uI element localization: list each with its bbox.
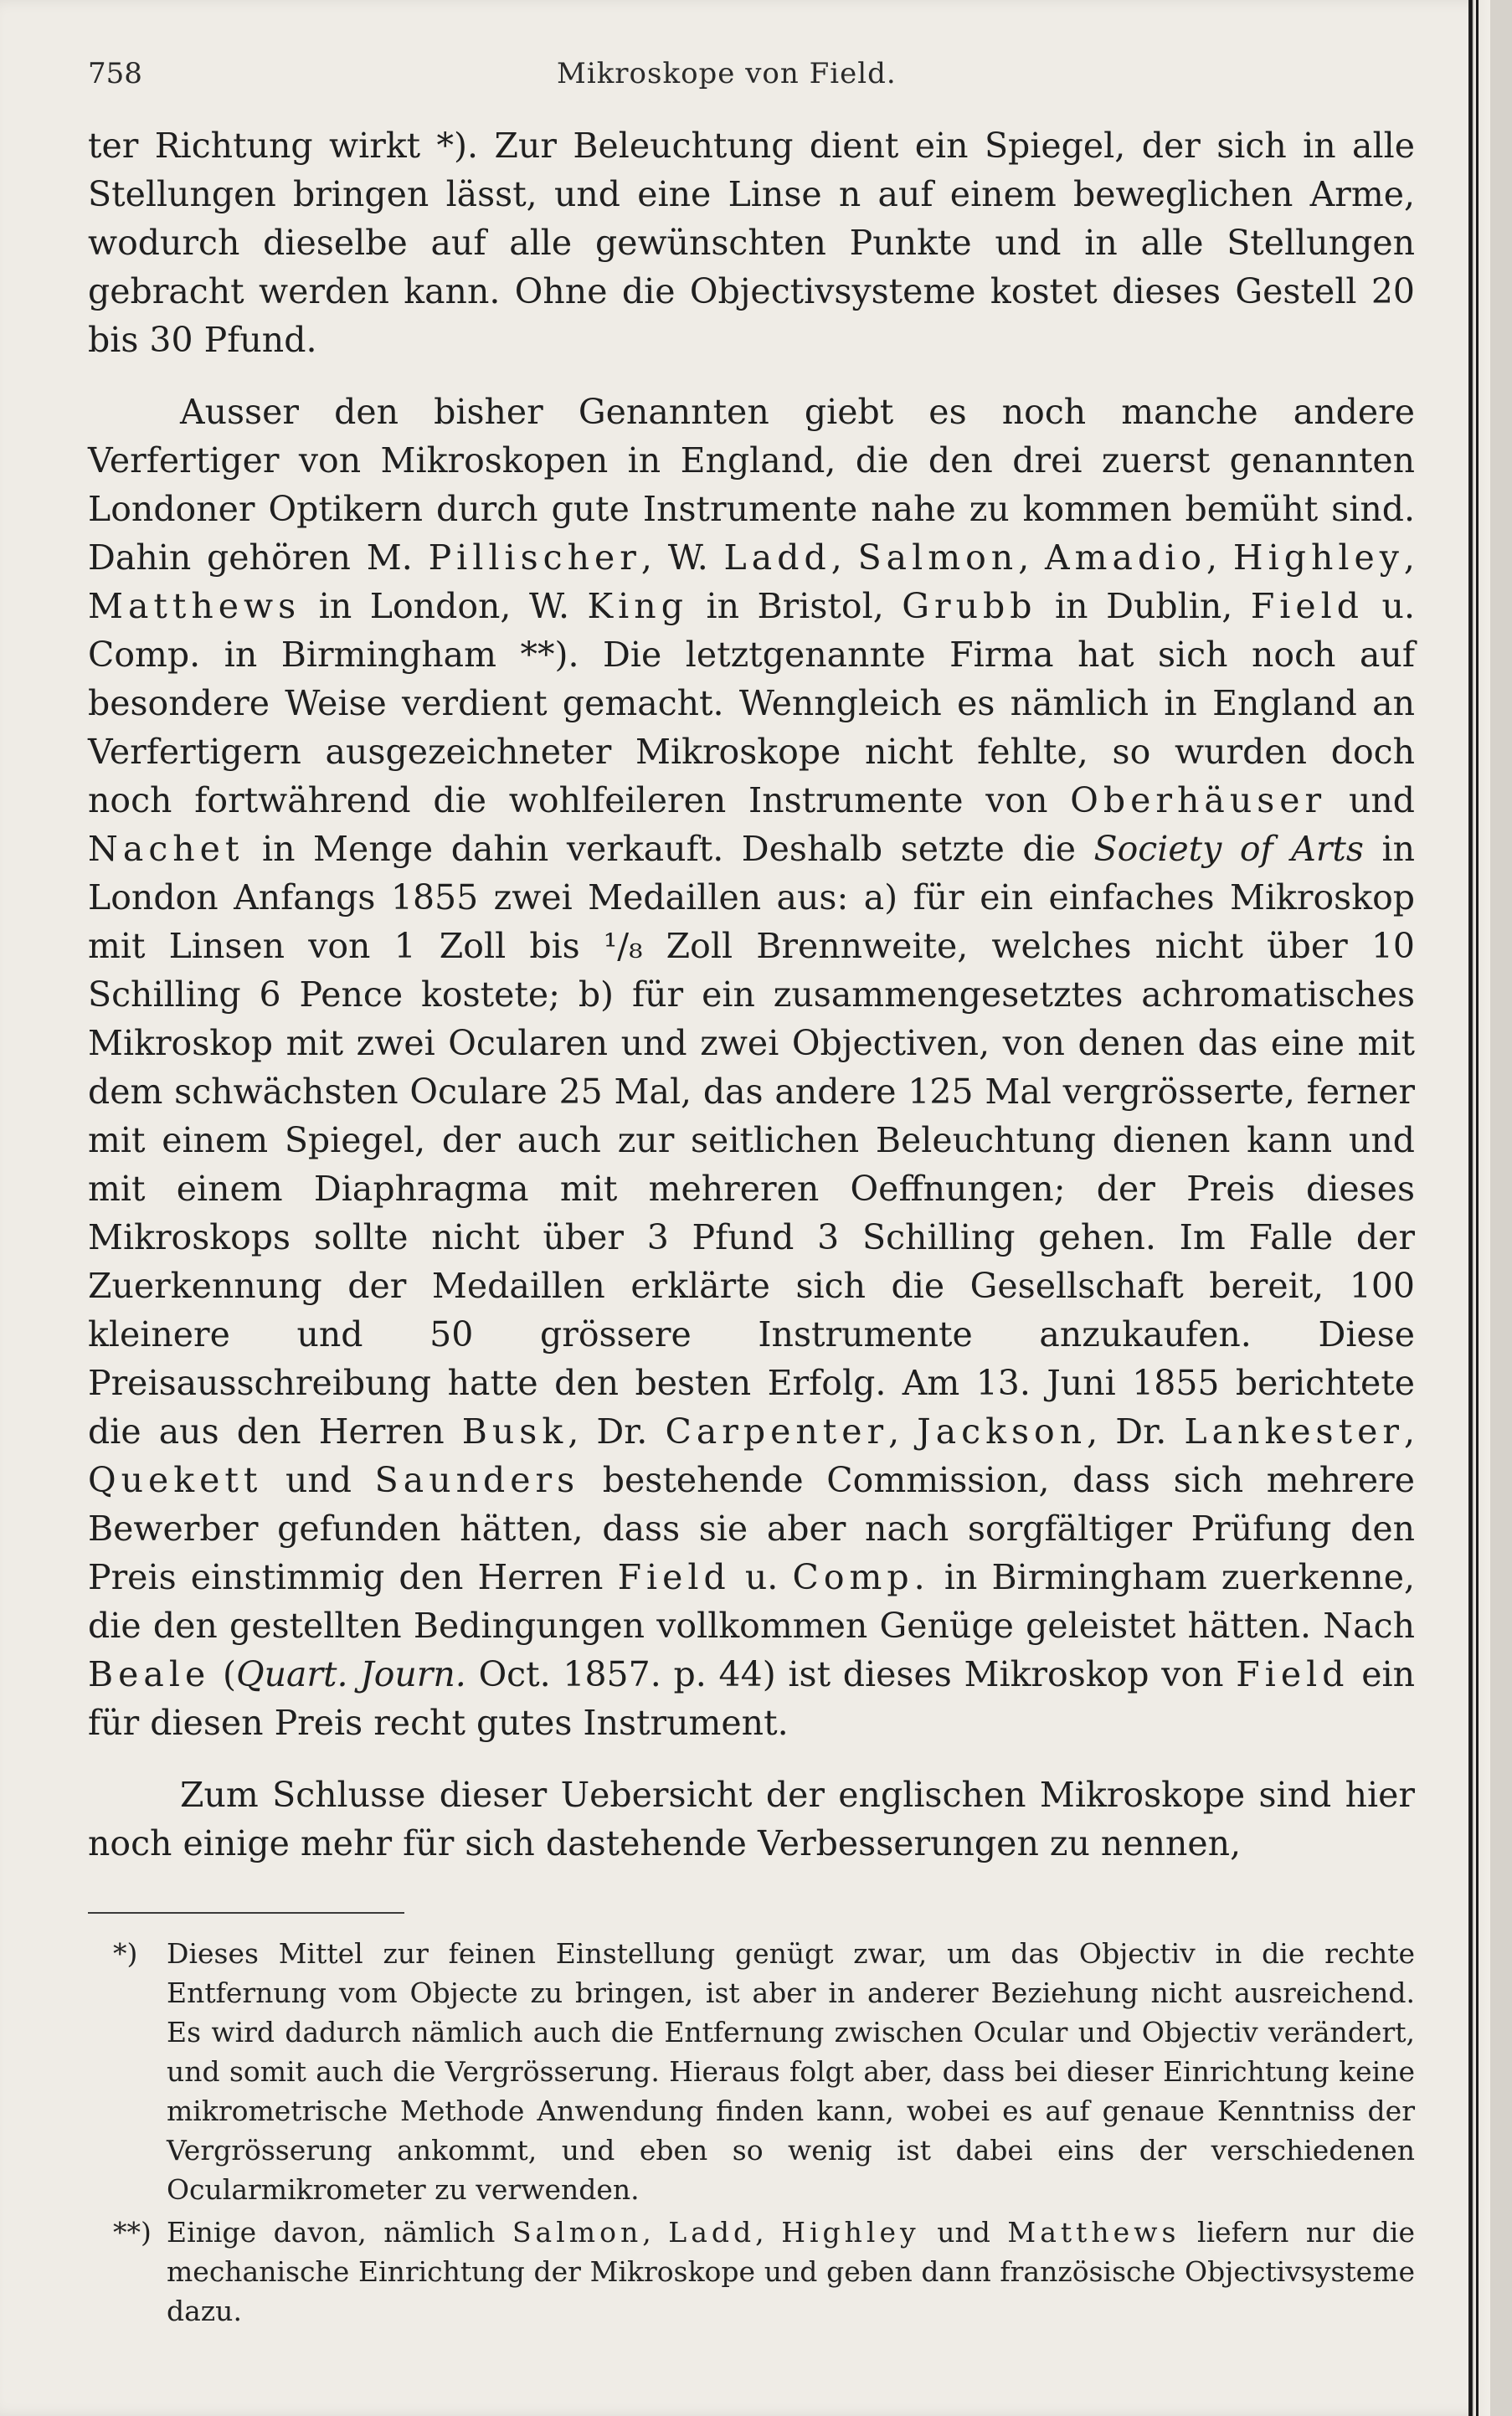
text-run: , — [888, 1411, 918, 1452]
text-run: u. — [730, 1557, 793, 1597]
text-run: , — [831, 537, 858, 578]
spaced-name: Amadio — [1045, 537, 1207, 578]
text-run: , — [1206, 537, 1233, 578]
text-run: liefern nur die mechanische Einrichtung der Mikroskope und geben dann französische Objectivsysteme dazu. — [167, 2216, 1415, 2327]
text-run: in London Anfangs 1855 zwei Medaillen aus: a) für ein einfaches Mikroskop mit Linsen von 1 Zoll bis ¹/₈ Zoll Brennweite, welches nicht über 10 Schilling 6 Pence kostete; b) für ein zusammengesetztes achromatisches Mikroskop mit zwei Ocularen und zwei Objectiven, von denen das eine mit dem schwächsten Oculare 25 Mal, das andere 125 Mal vergrösserte, ferner mit einem Spiegel, der auch zur seitlichen Beleuchtung dienen kann und mit einem Diaphragma mit mehreren Oeffnungen; der Preis dieses Mikroskops sollte nicht über 3 Pfund 3 Schilling gehen. Im Falle der Zuerkennung der Medaillen erklärte sich die Gesellschaft bereit, 100 kleinere und 50 grössere Instrumente anzukaufen. Diese Preisausschreibung hatte den besten Erfolg. Am 13. Juni 1855 berichtete die aus den Herren — [88, 829, 1415, 1452]
text-run: in Dublin, — [1036, 586, 1251, 626]
spaced-name: Carpenter — [665, 1411, 889, 1452]
spaced-name: Salmon — [857, 537, 1019, 578]
text-run: und — [262, 1460, 375, 1500]
footnote-divider — [88, 1912, 404, 1914]
paragraph-1: ter Richtung wirkt *). Zur Beleuchtung dient ein Spiegel, der sich in alle Stellungen bringen lässt, und eine Linse n auf einem beweglichen Arme, wodurch dieselbe auf alle gewünschten Punkte und in alle Stellungen gebracht werden kann. Ohne die Objectivsysteme kostet dieses Gestell 20 bis 30 Pfund. — [88, 126, 1415, 360]
spaced-name: Ladd — [668, 2216, 756, 2249]
text-run: , — [755, 2216, 782, 2249]
spaced-name: Field — [1250, 586, 1365, 626]
text-run: , — [642, 2216, 669, 2249]
spaced-name: Lankester — [1184, 1411, 1404, 1452]
text-run: bestehende Commission, dass sich mehrere Bewerber gefunden hätten, dass sie aber nach sorgfältiger Prüfung den Preis einstimmig den Herren — [88, 1460, 1416, 1597]
footnote-mark: *) — [113, 1937, 138, 1970]
spaced-name: Busk — [461, 1411, 568, 1452]
text-run: ( — [210, 1654, 236, 1694]
text-run: ein für diesen Preis recht gutes Instrument. — [88, 1654, 1415, 1743]
body-text — [88, 121, 1415, 1868]
spaced-name: Matthews — [88, 586, 301, 626]
text-run: in Menge dahin verkauft. Deshalb setzte die — [244, 829, 1094, 869]
text-run: Ausser den bisher Genannten giebt es noch manche andere Verfertiger von Mikroskopen in England, die den drei zuerst genannten Londoner Optikern durch gute Instrumente nahe zu kommen bemüht sind. Dahin gehören M. — [88, 392, 1415, 578]
spaced-name: Grubb — [902, 586, 1037, 626]
text-run: , — [1403, 537, 1415, 578]
binding-line — [1476, 0, 1479, 2416]
running-title: Mikroskope von Field. — [557, 57, 897, 90]
text-run: in London, W. — [301, 586, 588, 626]
paragraph-3: Zum Schlusse dieser Uebersicht der englischen Mikroskope sind hier noch einige mehr für sich dastehende Verbesserungen zu nennen, — [88, 1775, 1415, 1863]
spaced-name: King — [587, 586, 688, 626]
spaced-name: Jackson — [917, 1411, 1088, 1452]
text-run: , Dr. — [568, 1411, 666, 1452]
spaced-name: Highley — [1232, 537, 1404, 578]
text-run: , — [1403, 1411, 1415, 1452]
spaced-name: Nachet — [88, 829, 244, 869]
spaced-name: Matthews — [1007, 2216, 1180, 2249]
spaced-name: Field — [1236, 1654, 1350, 1694]
italic-title: Society of Arts — [1093, 829, 1364, 869]
paragraph-2 — [88, 388, 1415, 1747]
text-run: und — [1326, 780, 1416, 820]
footnotes — [88, 1934, 1415, 2334]
page-number: 758 — [88, 57, 142, 90]
spaced-name: Comp. — [792, 1557, 930, 1597]
spaced-name: Ladd — [723, 537, 831, 578]
page-header — [88, 57, 1415, 99]
spaced-name: Field — [617, 1557, 731, 1597]
spaced-name: Saunders — [374, 1460, 580, 1500]
text-run: Oct. 1857. p. 44) ist dieses Mikroskop von — [465, 1654, 1237, 1694]
footnote-mark: **) — [113, 2216, 152, 2249]
text-run: , Dr. — [1087, 1411, 1185, 1452]
text-run: , W. — [640, 537, 724, 578]
spaced-name: Pillischer — [428, 537, 641, 578]
text-run: Einige davon, nämlich — [167, 2216, 512, 2249]
spaced-name: Oberhäuser — [1070, 780, 1327, 820]
spaced-name: Salmon — [512, 2216, 643, 2249]
text-run: in Bristol, — [687, 586, 903, 626]
footnote-text: Dieses Mittel zur feinen Einstellung genügt zwar, um das Objectiv in die rechte Entfernung vom Objecte zu bringen, ist aber in anderer Beziehung nicht ausreichend. Es wird dadurch nämlich auch die Entfernung zwischen Ocular und Objectiv verändert, und somit auch die Vergrösserung. Hieraus folgt aber, dass bei dieser Einrichtung keine mikrometrische Methode Anwendung finden kann, wobei es auf genaue Kenntniss der Vergrösserung ankommt, und eben so wenig ist dabei eins der verschiedenen Ocularmikrometer zu verwenden. — [167, 1937, 1415, 2206]
spaced-name: Quekett — [88, 1460, 263, 1500]
italic-title: Quart. Journ. — [235, 1654, 466, 1694]
text-run: u. Comp. in Birmingham **). Die letztgenannte Firma hat sich noch auf besondere Weise verdient gemacht. Wenngleich es nämlich in England an Verfertigern ausgezeichneter Mikroskope nicht fehlte, so wurden doch noch fortwährend die wohlfeileren Instrumente von — [88, 586, 1415, 820]
footnote-1 — [88, 1934, 1415, 2209]
spaced-name: Highley — [781, 2216, 920, 2249]
page-edge — [1468, 0, 1490, 2416]
spaced-name: Beale — [88, 1654, 211, 1694]
text-run: und — [919, 2216, 1008, 2249]
text-run: in Birmingham zuerkenne, die den gestellten Bedingungen vollkommen Genüge geleistet hätten. Nach — [88, 1557, 1415, 1646]
text-run: , — [1018, 537, 1046, 578]
footnote-2 — [88, 2213, 1415, 2331]
